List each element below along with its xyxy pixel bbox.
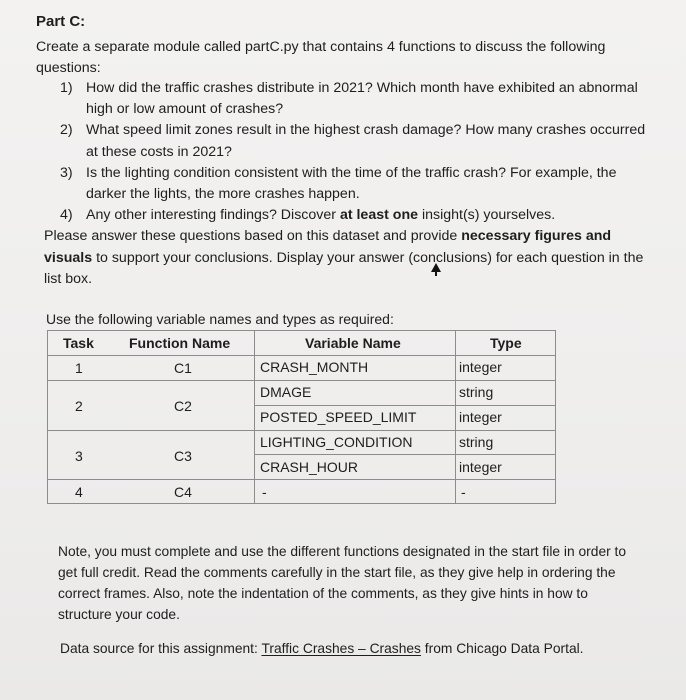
variable-cell: LIGHTING_CONDITION	[260, 434, 413, 450]
task-cell: 3	[75, 448, 83, 464]
question-number: 3)	[60, 164, 73, 181]
data-source-link[interactable]: Traffic Crashes – Crashes	[261, 641, 421, 656]
instructions-paragraph	[44, 226, 644, 291]
function-cell: C4	[174, 484, 192, 500]
type-cell: string	[459, 434, 494, 450]
question-number: 2)	[60, 122, 73, 139]
type-cell: integer	[459, 359, 502, 375]
question-text-bold: at least one	[339, 207, 418, 224]
variables-table	[47, 330, 556, 504]
header-task: Task	[63, 335, 94, 351]
question-text-start: Any other interesting findings? Discover	[86, 207, 340, 224]
variable-cell: POSTED_SPEED_LIMIT	[260, 409, 417, 425]
table-caption: Use the following variable names and types as required:	[46, 311, 394, 327]
question-item	[60, 78, 650, 120]
type-cell: -	[461, 484, 466, 500]
question-text: What speed limit zones result in the highest crash damage? How many crashes occurred at these costs in 2021?	[86, 122, 646, 160]
question-item	[60, 163, 650, 205]
variable-cell: -	[262, 484, 267, 500]
task-cell: 2	[75, 398, 83, 414]
variable-cell: CRASH_MONTH	[260, 359, 369, 375]
question-item	[60, 120, 650, 162]
data-source-suffix: from Chicago Data Portal.	[420, 641, 584, 656]
data-source-line	[60, 641, 584, 656]
mouse-cursor-icon	[431, 263, 441, 272]
function-cell: C3	[174, 448, 192, 464]
question-text-end: insight(s) yourselves.	[418, 207, 556, 224]
function-cell: C1	[174, 360, 192, 376]
function-cell: C2	[174, 398, 192, 414]
data-source-label: Data source for this assignment:	[60, 641, 258, 656]
note-paragraph: Note, you must complete and use the different functions designated in the start file in order to get full credit. Read the comments carefully in the start file, as they give help in ordering the correct frames. Also, note the indentation of the comments, as they give hints in how to structure your code.	[58, 544, 627, 622]
question-text: How did the traffic crashes distribute in 2021? Which month have exhibited an abnormal high or low amount of crashes?	[86, 80, 638, 118]
type-cell: integer	[459, 459, 502, 475]
type-cell: integer	[459, 409, 502, 425]
question-list	[60, 78, 650, 226]
part-title: Part C:	[36, 13, 86, 30]
variable-cell: CRASH_HOUR	[260, 459, 359, 475]
intro-paragraph: Create a separate module called partC.py that contains 4 functions to discuss the following questions:	[36, 39, 606, 76]
question-item	[60, 205, 650, 226]
instructions-end: to support your conclusions. Display your answer (conclusions) for each question in the list box.	[44, 249, 644, 287]
question-number: 4)	[60, 207, 73, 224]
question-number: 1)	[60, 80, 73, 96]
header-type: Type	[490, 335, 522, 351]
type-cell: string	[459, 384, 494, 400]
header-variable-name: Variable Name	[305, 335, 401, 351]
variable-cell: DMAGE	[260, 384, 312, 400]
task-cell: 4	[75, 484, 83, 500]
instructions-bold: necessary figures and visuals	[44, 228, 612, 266]
header-function-name: Function Name	[129, 335, 231, 351]
task-cell: 1	[75, 360, 83, 376]
instructions-start: Please answer these questions based on this dataset and provide	[44, 228, 462, 244]
question-text: Is the lighting condition consistent with the time of the traffic crash? For example, the darker the lights, the more crashes happen.	[86, 164, 617, 203]
